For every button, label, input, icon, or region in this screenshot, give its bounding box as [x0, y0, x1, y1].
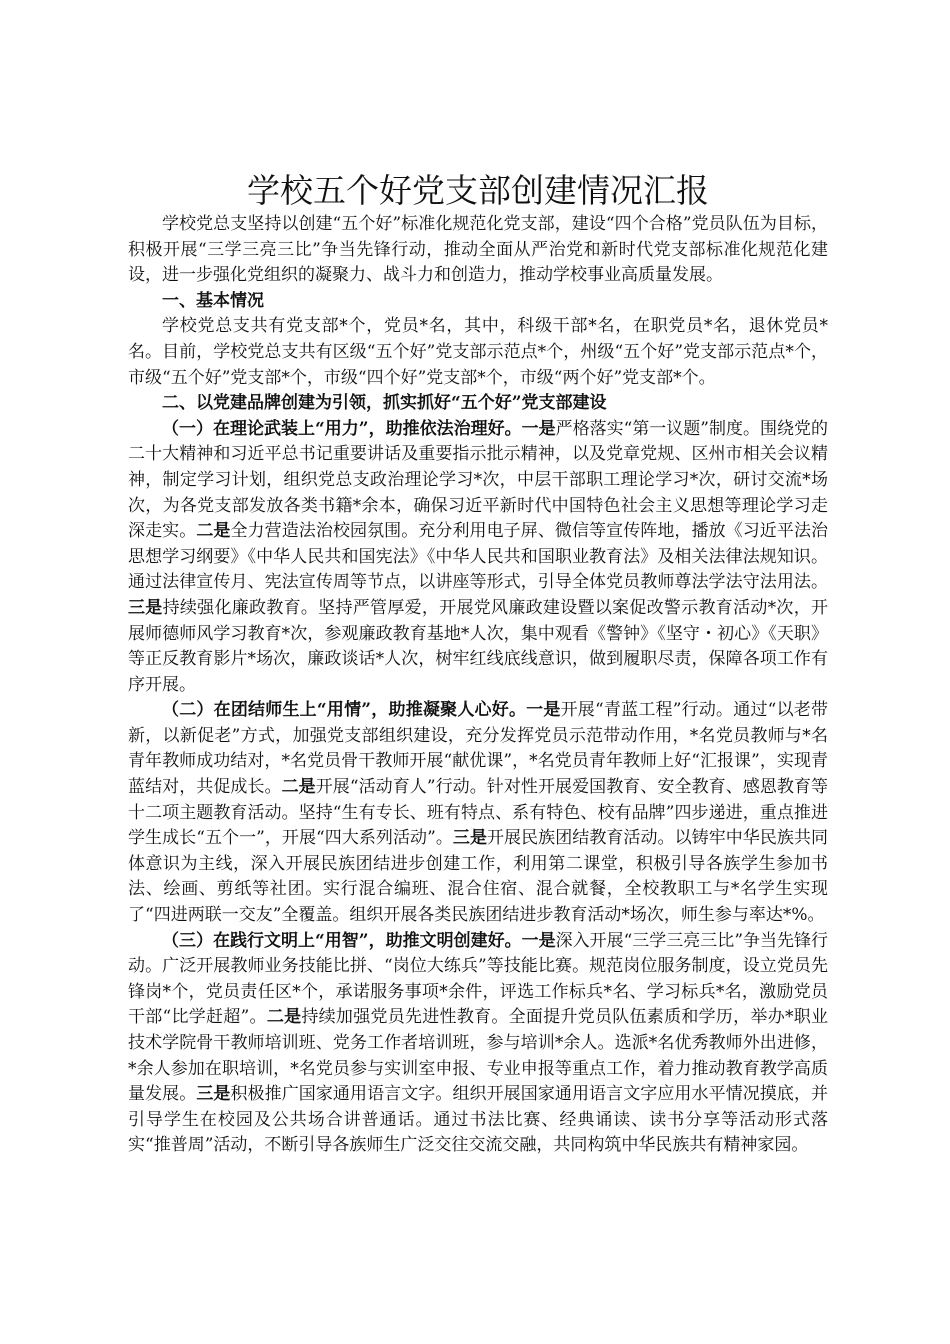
intro-paragraph: 学校党总支坚持以创建“五个好”标准化规范化党支部，建设“四个合格”党员队伍为目标，积极开展“三学三亮三比”争当先锋行动，推动全面从严治党和新时代党支部标准化规范化建设，进一步强化党组织的凝聚力、战斗力和创造力，推动学校事业高质量发展。	[128, 214, 828, 286]
subsection-unity-heading: （二）在团结师生上“用情”，助推凝聚人心好。	[162, 700, 527, 721]
section-heading-brand: 二、以党建品牌创建为引领，抓实抓好“五个好”党支部建设	[162, 393, 607, 414]
point-text: 开展“活动育人”行动。针对性开展爱国教育、安全教育、感恩教育等十二项主题教育活动。坚持“生有专长、班有特点、系有特色、校有品牌”四步递进，重点推进学生成长“五个一”，开展“四大系列活动”。	[128, 777, 829, 849]
subsection-unity-paragraph	[128, 698, 828, 928]
point-marker: 三是	[452, 828, 487, 849]
point-text: 深入开展“三学三亮三比”争当先锋行动。广泛开展教师业务技能比拼、“岗位大练兵”等技能比赛。规范岗位服务制度，设立党员先锋岗*个，党员责任区*个，承诺服务事项*余件，评选工作标兵*名、学习标兵*名，激励党员干部“比学赶超”。	[128, 930, 829, 1028]
subsection-theory-heading: （一）在理论武装上“用力”，助推依法治理好。	[162, 418, 522, 439]
point-text: 开展“青蓝工程”行动。通过“以老带新，以新促老”方式，加强党支部组织建设，充分发挥党员示范带动作用，*名党员教师与*名青年教师成功结对，*名党员骨干教师开展“献优课”，*名党员青年教师上好“汇报课”，实现青蓝结对，共促成长。	[128, 700, 828, 798]
point-marker: 一是	[526, 700, 561, 721]
document-body	[128, 172, 828, 1159]
point-marker: 三是	[128, 597, 163, 618]
point-text: 持续强化廉政教育。坚持严管厚爱，开展党风廉政建设暨以案促改警示教育活动*次，开展师德师风学习教育*次，参观廉政教育基地*人次，集中观看《警钟》《坚守・初心》《天职》等正反教育影片*场次，廉政谈话*人次，树牢红线底线意识，做到履职尽责，保障各项工作有序开展。	[128, 597, 829, 695]
point-marker: 三是	[196, 1084, 231, 1105]
point-marker: 二是	[281, 777, 316, 798]
point-text: 持续加强党员先进性教育。全面提升党员队伍素质和学历，举办*职业技术学院骨干教师培训班、党务工作者培训班，参与培训*余人。选派*名优秀教师外出进修，*余人参加在职培训，*名党员参与实训室申报、专业申报等重点工作，着力推动教育教学高质量发展。	[128, 1007, 829, 1105]
point-text: 严格落实“第一议题”制度。围绕党的二十大精神和习近平总书记重要讲话及重要指示批示精神，以及党章党规、区州市相关会议精神，制定学习计划，组织党总支政治理论学习*次，中层干部职工理论学习*次，研讨交流*场次，为各党支部发放各类书籍*余本，确保习近平新时代中国特色社会主义思想等理论学习走深走实。	[128, 418, 829, 542]
point-marker: 一是	[521, 930, 556, 951]
subsection-theory-paragraph	[128, 417, 828, 699]
point-marker: 二是	[266, 1007, 302, 1028]
point-marker: 一是	[521, 418, 556, 439]
point-marker: 二是	[196, 521, 231, 542]
subsection-civility-paragraph	[128, 929, 828, 1159]
basic-info-paragraph: 学校党总支共有党支部*个，党员*名，其中，科级干部*名，在职党员*名，退休党员*名。目前，学校党总支共有区级“五个好”党支部示范点*个，州级“五个好”党支部示范点*个，市级“五个好”党支部*个，市级“四个好”党支部*个，市级“两个好”党支部*个。	[128, 316, 828, 388]
point-text: 积极推广国家通用语言文字。组织开展国家通用语言文字应用水平情况摸底，并引导学生在校园及公共场合讲普通话。通过书法比赛、经典诵读、读书分享等活动形式落实“推普周”活动，不断引导各族师生广泛交往交流交融，共同构筑中华民族共有精神家园。	[128, 1084, 829, 1156]
document-title: 学校五个好党支部创建情况汇报	[247, 171, 709, 210]
point-text: 开展民族团结教育活动。以铸牢中华民族共同体意识为主线，深入开展民族团结进步创建工作，利用第二课堂，积极引导各族学生参加书法、绘画、剪纸等社团。实行混合编班、混合住宿、混合就餐，全校教职工与*名学生实现了“四进两联一交友”全覆盖。组织开展各类民族团结进步教育活动*场次，师生参与率达*%。	[128, 828, 829, 926]
subsection-civility-heading: （三）在践行文明上“用智”，助推文明创建好。	[162, 930, 522, 951]
section-heading-basic: 一、基本情况	[162, 290, 264, 311]
point-text: 全力营造法治校园氛围。充分利用电子屏、微信等宣传阵地，播放《习近平法治思想学习纲要》《中华人民共和国宪法》《中华人民共和国职业教育法》及相关法律法规知识。通过法律宣传月、宪法宣传周等节点，以讲座等形式，引导全体党员教师尊法学法守法用法。	[128, 521, 829, 593]
